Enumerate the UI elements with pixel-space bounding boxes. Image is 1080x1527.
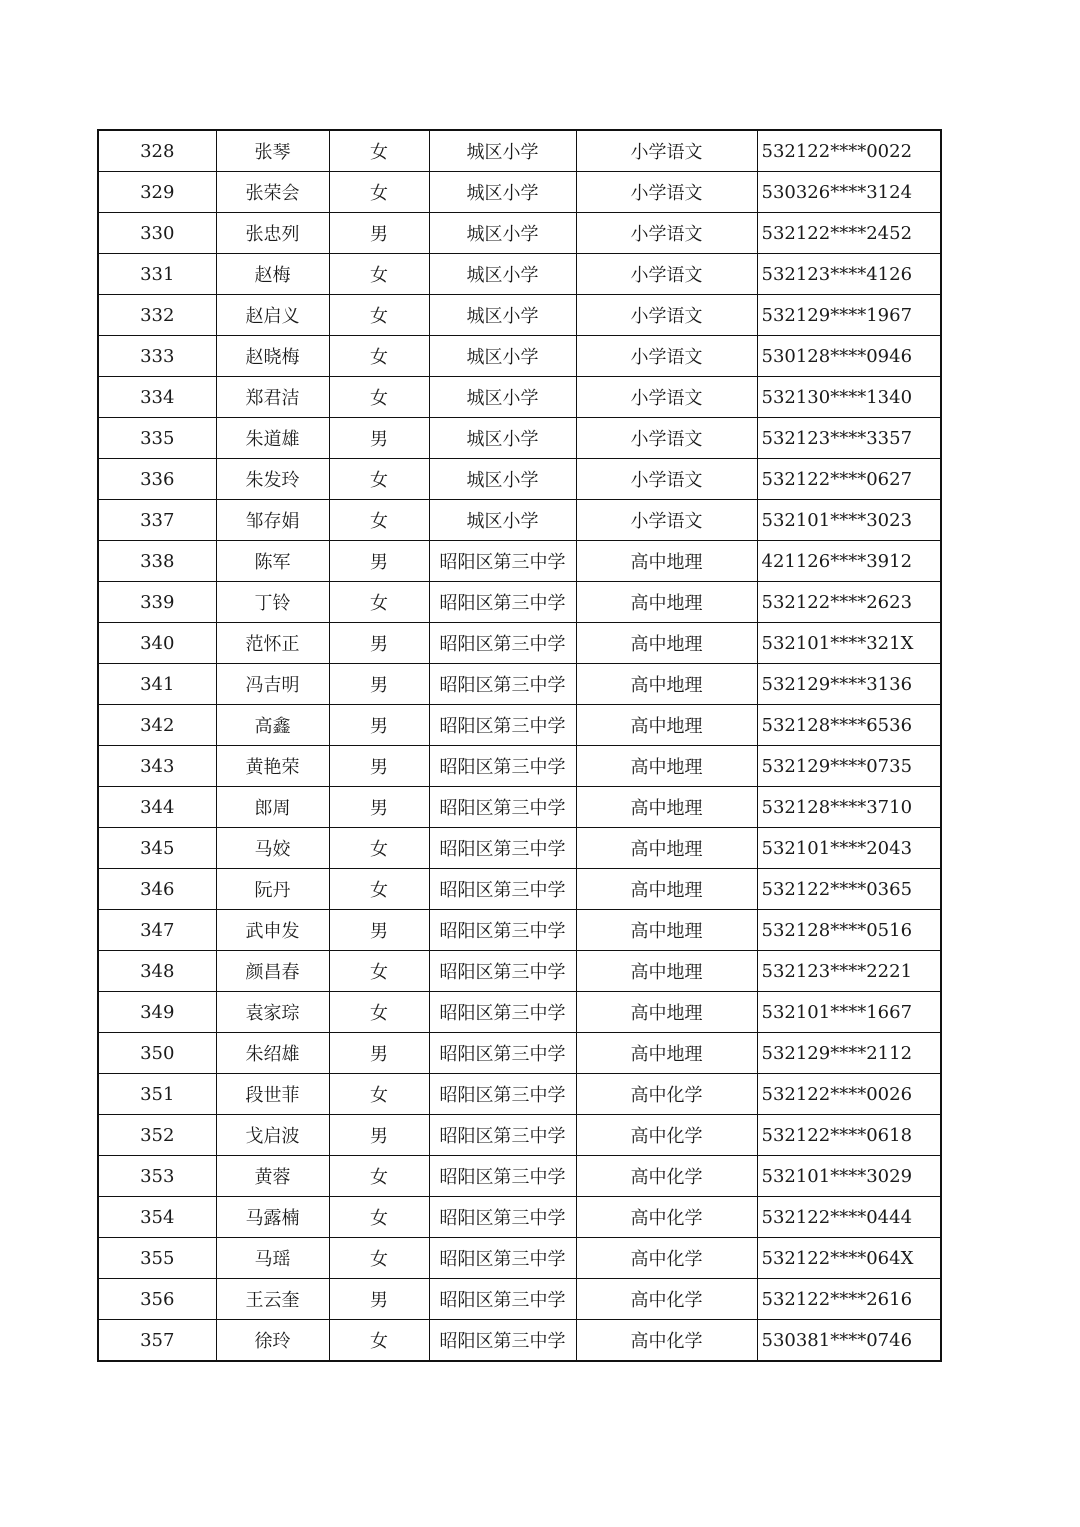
gender-cell: 男 (329, 213, 429, 254)
gender-cell: 女 (329, 500, 429, 541)
gender-cell: 女 (329, 1320, 429, 1362)
serial-number-cell: 341 (98, 664, 216, 705)
gender-cell: 男 (329, 623, 429, 664)
school-cell: 城区小学 (429, 500, 576, 541)
id-number-cell: 421126****3912 (757, 541, 941, 582)
gender-cell: 女 (329, 1238, 429, 1279)
subject-cell: 高中地理 (576, 746, 757, 787)
name-cell: 冯吉明 (216, 664, 329, 705)
school-cell: 昭阳区第三中学 (429, 1238, 576, 1279)
gender-cell: 女 (329, 295, 429, 336)
table-row (98, 1074, 941, 1115)
id-number-cell: 532101****3029 (757, 1156, 941, 1197)
serial-number-cell: 333 (98, 336, 216, 377)
school-cell: 昭阳区第三中学 (429, 1033, 576, 1074)
serial-number-cell: 342 (98, 705, 216, 746)
id-number-cell: 532122****2452 (757, 213, 941, 254)
gender-cell: 女 (329, 992, 429, 1033)
id-number-cell: 532122****064X (757, 1238, 941, 1279)
subject-cell: 小学语文 (576, 213, 757, 254)
serial-number-cell: 355 (98, 1238, 216, 1279)
table-row (98, 172, 941, 213)
id-number-cell: 532122****0444 (757, 1197, 941, 1238)
gender-cell: 男 (329, 418, 429, 459)
subject-cell: 高中化学 (576, 1115, 757, 1156)
gender-cell: 男 (329, 1279, 429, 1320)
school-cell: 昭阳区第三中学 (429, 910, 576, 951)
serial-number-cell: 339 (98, 582, 216, 623)
name-cell: 朱发玲 (216, 459, 329, 500)
school-cell: 昭阳区第三中学 (429, 1279, 576, 1320)
id-number-cell: 532129****2112 (757, 1033, 941, 1074)
subject-cell: 高中地理 (576, 705, 757, 746)
id-number-cell: 532122****0365 (757, 869, 941, 910)
subject-cell: 小学语文 (576, 459, 757, 500)
gender-cell: 男 (329, 787, 429, 828)
subject-cell: 高中地理 (576, 664, 757, 705)
name-cell: 王云奎 (216, 1279, 329, 1320)
table-row (98, 623, 941, 664)
gender-cell: 女 (329, 172, 429, 213)
name-cell: 马姣 (216, 828, 329, 869)
gender-cell: 男 (329, 1115, 429, 1156)
name-cell: 邹存娟 (216, 500, 329, 541)
school-cell: 昭阳区第三中学 (429, 623, 576, 664)
school-cell: 城区小学 (429, 459, 576, 500)
school-cell: 昭阳区第三中学 (429, 1115, 576, 1156)
table-row (98, 130, 941, 172)
school-cell: 昭阳区第三中学 (429, 951, 576, 992)
subject-cell: 高中地理 (576, 951, 757, 992)
school-cell: 昭阳区第三中学 (429, 1074, 576, 1115)
serial-number-cell: 331 (98, 254, 216, 295)
subject-cell: 小学语文 (576, 377, 757, 418)
subject-cell: 高中化学 (576, 1279, 757, 1320)
table-row (98, 705, 941, 746)
id-number-cell: 532123****3357 (757, 418, 941, 459)
subject-cell: 小学语文 (576, 500, 757, 541)
serial-number-cell: 347 (98, 910, 216, 951)
gender-cell: 女 (329, 1156, 429, 1197)
gender-cell: 男 (329, 705, 429, 746)
table-row (98, 787, 941, 828)
table-row (98, 910, 941, 951)
id-number-cell: 532128****0516 (757, 910, 941, 951)
subject-cell: 小学语文 (576, 254, 757, 295)
id-number-cell: 532122****0618 (757, 1115, 941, 1156)
name-cell: 赵梅 (216, 254, 329, 295)
table-row (98, 869, 941, 910)
id-number-cell: 532122****0022 (757, 130, 941, 172)
gender-cell: 女 (329, 459, 429, 500)
serial-number-cell: 338 (98, 541, 216, 582)
school-cell: 昭阳区第三中学 (429, 828, 576, 869)
subject-cell: 高中地理 (576, 582, 757, 623)
serial-number-cell: 330 (98, 213, 216, 254)
table-row (98, 213, 941, 254)
subject-cell: 高中地理 (576, 787, 757, 828)
gender-cell: 女 (329, 336, 429, 377)
id-number-cell: 530381****0746 (757, 1320, 941, 1362)
serial-number-cell: 334 (98, 377, 216, 418)
id-number-cell: 532129****0735 (757, 746, 941, 787)
serial-number-cell: 352 (98, 1115, 216, 1156)
table-row (98, 828, 941, 869)
gender-cell: 男 (329, 664, 429, 705)
id-number-cell: 530326****3124 (757, 172, 941, 213)
school-cell: 昭阳区第三中学 (429, 869, 576, 910)
school-cell: 昭阳区第三中学 (429, 541, 576, 582)
gender-cell: 女 (329, 130, 429, 172)
school-cell: 城区小学 (429, 418, 576, 459)
table-row (98, 1238, 941, 1279)
subject-cell: 高中化学 (576, 1238, 757, 1279)
table-row (98, 951, 941, 992)
id-number-cell: 532130****1340 (757, 377, 941, 418)
gender-cell: 女 (329, 1197, 429, 1238)
subject-cell: 高中化学 (576, 1074, 757, 1115)
gender-cell: 女 (329, 869, 429, 910)
id-number-cell: 532122****2616 (757, 1279, 941, 1320)
id-number-cell: 532101****1667 (757, 992, 941, 1033)
id-number-cell: 532101****2043 (757, 828, 941, 869)
school-cell: 城区小学 (429, 377, 576, 418)
gender-cell: 女 (329, 1074, 429, 1115)
name-cell: 张荣会 (216, 172, 329, 213)
serial-number-cell: 343 (98, 746, 216, 787)
school-cell: 城区小学 (429, 213, 576, 254)
gender-cell: 男 (329, 1033, 429, 1074)
subject-cell: 小学语文 (576, 418, 757, 459)
table-row (98, 336, 941, 377)
roster-table (97, 129, 942, 1362)
serial-number-cell: 350 (98, 1033, 216, 1074)
name-cell: 郎周 (216, 787, 329, 828)
table-row (98, 418, 941, 459)
name-cell: 丁铃 (216, 582, 329, 623)
serial-number-cell: 348 (98, 951, 216, 992)
roster-body (98, 130, 941, 1361)
serial-number-cell: 337 (98, 500, 216, 541)
id-number-cell: 532122****2623 (757, 582, 941, 623)
subject-cell: 高中化学 (576, 1197, 757, 1238)
name-cell: 朱绍雄 (216, 1033, 329, 1074)
table-row (98, 1320, 941, 1362)
name-cell: 赵晓梅 (216, 336, 329, 377)
name-cell: 马瑶 (216, 1238, 329, 1279)
table-row (98, 1156, 941, 1197)
school-cell: 昭阳区第三中学 (429, 664, 576, 705)
name-cell: 范怀正 (216, 623, 329, 664)
table-row (98, 582, 941, 623)
subject-cell: 高中地理 (576, 992, 757, 1033)
table-row (98, 664, 941, 705)
school-cell: 昭阳区第三中学 (429, 746, 576, 787)
id-number-cell: 532122****0026 (757, 1074, 941, 1115)
gender-cell: 女 (329, 582, 429, 623)
name-cell: 张琴 (216, 130, 329, 172)
id-number-cell: 532123****2221 (757, 951, 941, 992)
school-cell: 昭阳区第三中学 (429, 787, 576, 828)
name-cell: 高鑫 (216, 705, 329, 746)
name-cell: 赵启义 (216, 295, 329, 336)
subject-cell: 小学语文 (576, 130, 757, 172)
gender-cell: 女 (329, 254, 429, 295)
name-cell: 袁家琮 (216, 992, 329, 1033)
subject-cell: 高中地理 (576, 623, 757, 664)
school-cell: 城区小学 (429, 172, 576, 213)
serial-number-cell: 354 (98, 1197, 216, 1238)
serial-number-cell: 329 (98, 172, 216, 213)
id-number-cell: 532101****3023 (757, 500, 941, 541)
school-cell: 城区小学 (429, 336, 576, 377)
table-row (98, 459, 941, 500)
gender-cell: 男 (329, 541, 429, 582)
serial-number-cell: 332 (98, 295, 216, 336)
name-cell: 段世菲 (216, 1074, 329, 1115)
id-number-cell: 532128****6536 (757, 705, 941, 746)
school-cell: 昭阳区第三中学 (429, 1197, 576, 1238)
gender-cell: 男 (329, 910, 429, 951)
serial-number-cell: 357 (98, 1320, 216, 1362)
name-cell: 徐玲 (216, 1320, 329, 1362)
subject-cell: 高中地理 (576, 828, 757, 869)
gender-cell: 女 (329, 951, 429, 992)
name-cell: 戈启波 (216, 1115, 329, 1156)
table-row (98, 377, 941, 418)
name-cell: 黄艳荣 (216, 746, 329, 787)
serial-number-cell: 351 (98, 1074, 216, 1115)
gender-cell: 男 (329, 746, 429, 787)
name-cell: 颜昌春 (216, 951, 329, 992)
serial-number-cell: 335 (98, 418, 216, 459)
subject-cell: 小学语文 (576, 172, 757, 213)
school-cell: 昭阳区第三中学 (429, 992, 576, 1033)
serial-number-cell: 345 (98, 828, 216, 869)
serial-number-cell: 328 (98, 130, 216, 172)
name-cell: 阮丹 (216, 869, 329, 910)
table-row (98, 1115, 941, 1156)
id-number-cell: 532122****0627 (757, 459, 941, 500)
serial-number-cell: 336 (98, 459, 216, 500)
school-cell: 城区小学 (429, 130, 576, 172)
table-row (98, 541, 941, 582)
id-number-cell: 532128****3710 (757, 787, 941, 828)
serial-number-cell: 353 (98, 1156, 216, 1197)
name-cell: 马露楠 (216, 1197, 329, 1238)
name-cell: 张忠列 (216, 213, 329, 254)
name-cell: 陈军 (216, 541, 329, 582)
table-row (98, 254, 941, 295)
name-cell: 郑君洁 (216, 377, 329, 418)
subject-cell: 高中化学 (576, 1156, 757, 1197)
school-cell: 昭阳区第三中学 (429, 1320, 576, 1362)
id-number-cell: 532129****3136 (757, 664, 941, 705)
subject-cell: 高中地理 (576, 1033, 757, 1074)
subject-cell: 小学语文 (576, 295, 757, 336)
gender-cell: 女 (329, 377, 429, 418)
name-cell: 黄蓉 (216, 1156, 329, 1197)
table-row (98, 295, 941, 336)
table-row (98, 1033, 941, 1074)
table-row (98, 500, 941, 541)
school-cell: 昭阳区第三中学 (429, 705, 576, 746)
table-row (98, 1279, 941, 1320)
subject-cell: 高中化学 (576, 1320, 757, 1362)
subject-cell: 高中地理 (576, 910, 757, 951)
school-cell: 城区小学 (429, 295, 576, 336)
serial-number-cell: 346 (98, 869, 216, 910)
school-cell: 昭阳区第三中学 (429, 1156, 576, 1197)
serial-number-cell: 340 (98, 623, 216, 664)
id-number-cell: 532123****4126 (757, 254, 941, 295)
serial-number-cell: 356 (98, 1279, 216, 1320)
table-row (98, 992, 941, 1033)
name-cell: 朱道雄 (216, 418, 329, 459)
name-cell: 武申发 (216, 910, 329, 951)
table-row (98, 746, 941, 787)
subject-cell: 高中地理 (576, 869, 757, 910)
subject-cell: 高中地理 (576, 541, 757, 582)
gender-cell: 女 (329, 828, 429, 869)
school-cell: 昭阳区第三中学 (429, 582, 576, 623)
id-number-cell: 532101****321X (757, 623, 941, 664)
id-number-cell: 530128****0946 (757, 336, 941, 377)
school-cell: 城区小学 (429, 254, 576, 295)
serial-number-cell: 349 (98, 992, 216, 1033)
id-number-cell: 532129****1967 (757, 295, 941, 336)
serial-number-cell: 344 (98, 787, 216, 828)
subject-cell: 小学语文 (576, 336, 757, 377)
table-row (98, 1197, 941, 1238)
